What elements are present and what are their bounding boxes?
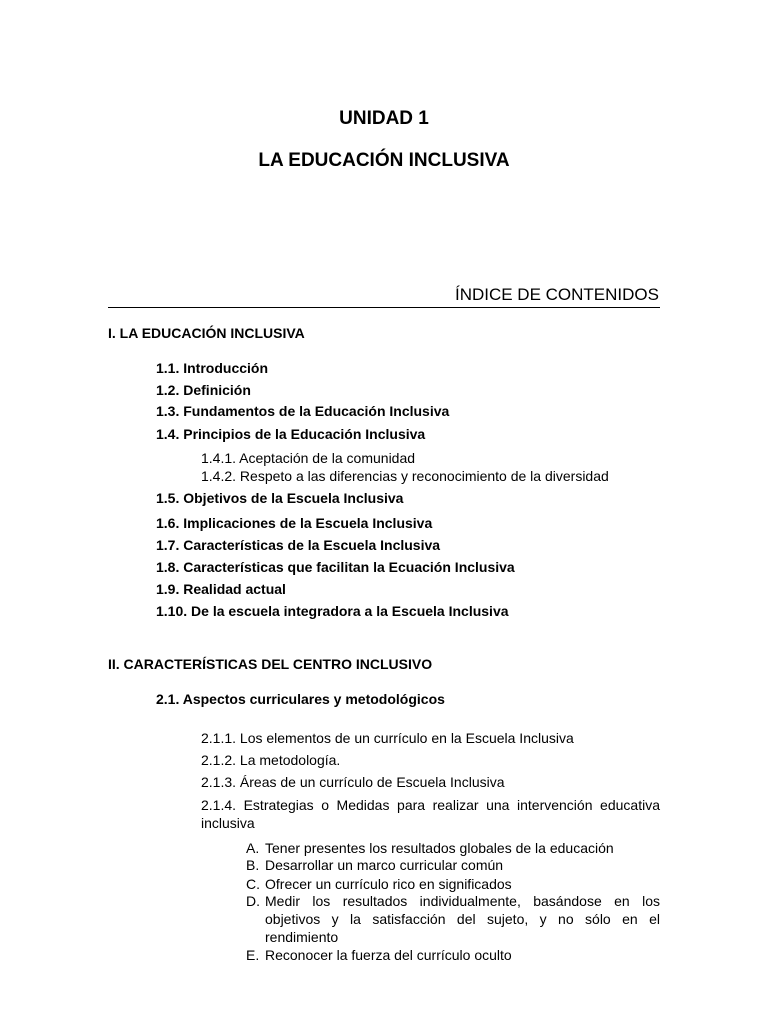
list-text: Tener presentes los resultados globales de la educación <box>265 840 614 856</box>
list-text: Medir los resultados individualmente, basándose en los objetivos y la satisfacción del sujeto, y no sólo en el rendimiento <box>265 893 660 945</box>
list-marker: E. <box>246 947 260 963</box>
section-title-2: II. CARACTERÍSTICAS DEL CENTRO INCLUSIVO <box>108 656 433 672</box>
list-item <box>246 892 660 946</box>
list-marker: D. <box>246 893 260 909</box>
list-marker: C. <box>246 876 260 892</box>
index-divider <box>108 307 660 308</box>
list-item <box>246 946 660 964</box>
list-text: Ofrecer un currículo rico en significados <box>265 876 512 892</box>
toc-subitem: 2.1.2. La metodología. <box>201 752 341 768</box>
toc-subitem: 2.1.3. Áreas de un currículo de Escuela Inclusiva <box>201 774 505 790</box>
toc-item: 1.9. Realidad actual <box>156 581 286 597</box>
list-item <box>246 839 660 857</box>
list-marker: B. <box>246 857 260 873</box>
section-title-1: I. LA EDUCACIÓN INCLUSIVA <box>108 325 305 341</box>
list-text: Desarrollar un marco curricular común <box>265 857 504 873</box>
list-text: Reconocer la fuerza del currículo oculto <box>265 947 512 963</box>
toc-item: 2.1. Aspectos curriculares y metodológicos <box>156 691 445 707</box>
toc-item: 1.4. Principios de la Educación Inclusiva <box>156 426 426 442</box>
toc-subitem: 1.4.1. Aceptación de la comunidad <box>201 450 416 466</box>
toc-subitem: 1.4.2. Respeto a las diferencias y reconocimiento de la diversidad <box>201 468 609 484</box>
list-item <box>246 875 660 893</box>
toc-item: 1.5. Objetivos de la Escuela Inclusiva <box>156 490 404 506</box>
toc-item: 1.2. Definición <box>156 382 251 398</box>
toc-item: 1.6. Implicaciones de la Escuela Inclusiva <box>156 515 433 531</box>
unit-number: UNIDAD 1 <box>339 108 429 129</box>
toc-subitem: 2.1.4. Estrategias o Medidas para realizar una intervención educativa inclusiva <box>201 797 660 831</box>
list-marker: A. <box>246 840 260 856</box>
list-item <box>246 856 660 874</box>
unit-title: LA EDUCACIÓN INCLUSIVA <box>258 150 510 171</box>
toc-item: 1.3. Fundamentos de la Educación Inclusiva <box>156 403 450 419</box>
toc-item: 1.10. De la escuela integradora a la Escuela Inclusiva <box>156 603 509 619</box>
toc-item: 1.1. Introducción <box>156 360 269 376</box>
toc-subitem: 2.1.1. Los elementos de un currículo en la Escuela Inclusiva <box>201 730 574 746</box>
toc-item: 1.8. Características que facilitan la Ecuación Inclusiva <box>156 559 515 575</box>
toc-item: 1.7. Características de la Escuela Inclusiva <box>156 537 441 553</box>
index-heading: ÍNDICE DE CONTENIDOS <box>454 285 659 304</box>
